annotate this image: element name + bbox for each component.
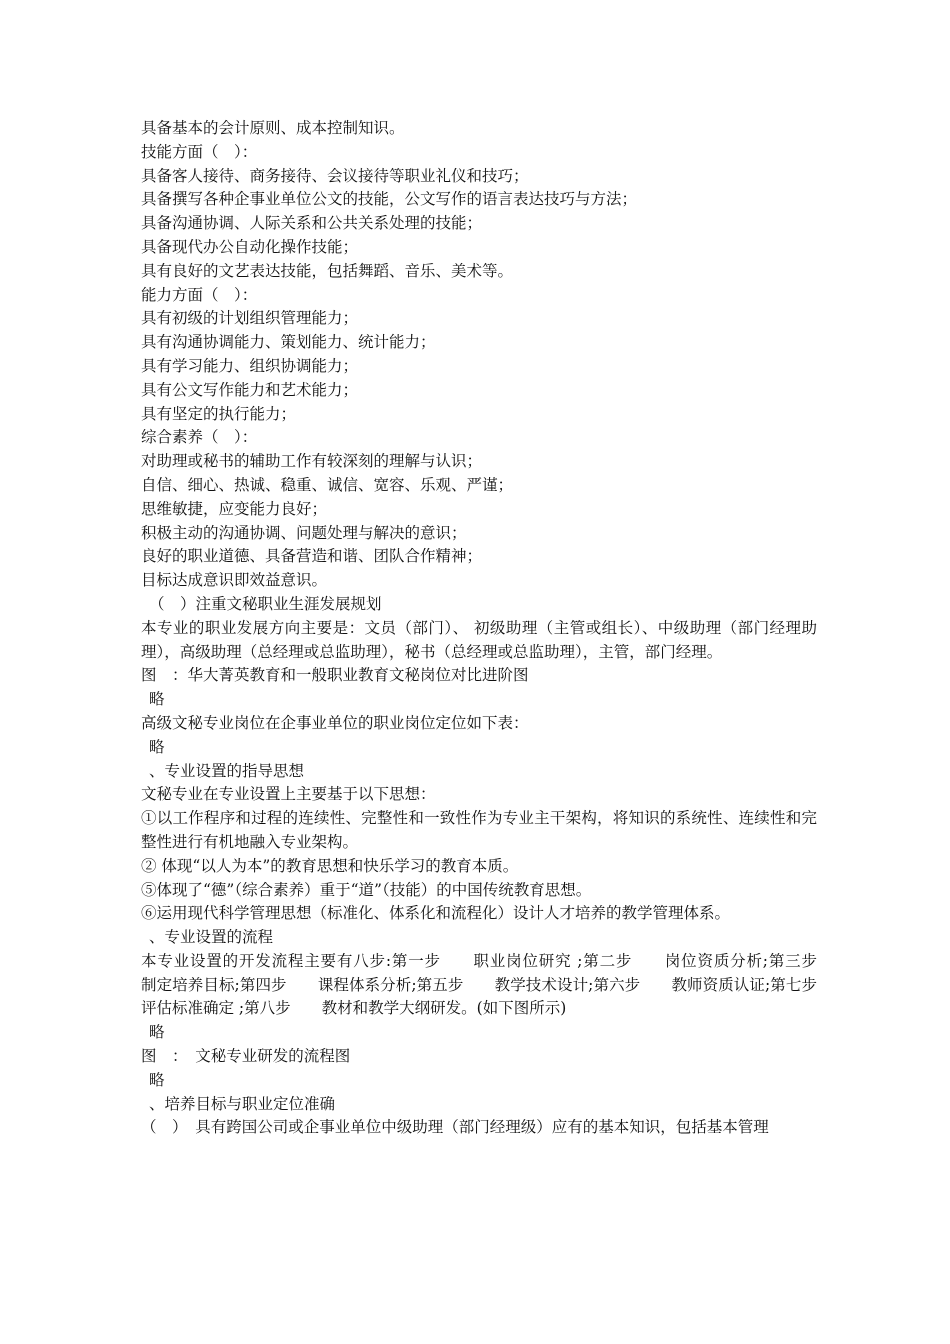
text-line: 积极主动的沟通协调、问题处理与解决的意识； [141, 523, 467, 542]
text-line: ⑤体现了“德”（综合素养）重于“道”（技能）的中国传统教育思想。 [141, 880, 592, 899]
text-line: 具有良好的文艺表达技能，包括舞蹈、音乐、美术等。 [141, 261, 514, 280]
text-line: 高级文秘专业岗位在企事业单位的职业岗位定位如下表： [141, 713, 529, 732]
text-line: 具备沟通协调、人际关系和公共关系处理的技能； [141, 214, 483, 233]
text-line: 自信、细心、热诚、稳重、诚信、宽容、乐观、严谨； [141, 475, 514, 494]
paragraph-career-path: 本专业的职业发展方向主要是：文员（部门）、 初级助理（主管或组长）、中级助理（部门经理助理），高级助理（总经理或总监助理），秘书（总经理或总监助理），主管，部门经理。 [141, 618, 817, 661]
text-line: 具有沟通协调能力、策划能力、统计能力； [141, 333, 436, 352]
omitted-marker: 略 [149, 737, 165, 756]
section-heading-qualities: 综合素养（ ）： [141, 428, 258, 447]
section-heading-process: 、专业设置的流程 [149, 928, 274, 947]
document-body [141, 117, 849, 1140]
paragraph-point-1: ①以工作程序和过程的连续性、完整性和一致性作为专业主干架构，将知识的系统性、连续性和完整性进行有机地融入专业架构。 [141, 809, 817, 851]
omitted-marker: 略 [149, 1070, 165, 1089]
text-line: 文秘专业在专业设置上主要基于以下思想： [141, 785, 436, 804]
text-line: 思维敏捷，应变能力良好； [141, 499, 328, 518]
text-line: 目标达成意识即效益意识。 [141, 571, 328, 590]
section-heading-abilities: 能力方面（ ）： [141, 285, 258, 304]
text-line: 具有初级的计划组织管理能力； [141, 309, 359, 328]
text-line: 具备撰写各种企事业单位公文的技能，公文写作的语言表达技巧与方法； [141, 190, 638, 209]
figure-caption: 图 ： 文秘专业研发的流程图 [141, 1047, 351, 1066]
text-line: 具有坚定的执行能力； [141, 404, 297, 423]
figure-caption: 图 ：华大菁英教育和一般职业教育文秘岗位对比进阶图 [141, 666, 529, 685]
text-line: 具备基本的会计原则、成本控制知识。 [141, 119, 405, 137]
section-heading-objectives: 、培养目标与职业定位准确 [149, 1094, 336, 1113]
text-line: 具备客人接待、商务接待、会议接待等职业礼仪和技巧； [141, 166, 529, 185]
text-line: ⑥运用现代科学管理思想（标准化、体系化和流程化）设计人才培养的教学管理体系。 [141, 904, 731, 923]
text-line: ② 体现“以人为本”的教育思想和快乐学习的教育本质。 [141, 856, 519, 875]
text-line: 良好的职业道德、具备营造和谐、团队合作精神； [141, 547, 483, 566]
section-heading-guiding-ideas: 、专业设置的指导思想 [149, 761, 305, 780]
text-line: 具备现代办公自动化操作技能； [141, 237, 359, 256]
text-line: （ ） 具有跨国公司或企事业单位中级助理（部门经理级）应有的基本知识，包括基本管理 [141, 1118, 769, 1137]
omitted-marker: 略 [149, 690, 165, 709]
section-heading-skills: 技能方面（ ）： [141, 142, 258, 161]
omitted-marker: 略 [149, 1023, 165, 1042]
text-line: 具有公文写作能力和艺术能力； [141, 380, 359, 399]
text-line: 具有学习能力、组织协调能力； [141, 356, 359, 375]
text-line: 对助理或秘书的辅助工作有较深刻的理解与认识； [141, 452, 483, 471]
paragraph-process-steps: 本专业设置的开发流程主要有八步:第一步 职业岗位研究 ;第二步 岗位资质分析;第三步 制定培养目标;第四步 课程体系分析;第五步 教学技术设计;第六步 教师资质认证;第七步 评估标准确定 ;第八步 教材和教学大纲研发。(如下图所示) [141, 951, 849, 1018]
section-heading-career: （ ）注重文秘职业生涯发展规划 [149, 594, 382, 613]
